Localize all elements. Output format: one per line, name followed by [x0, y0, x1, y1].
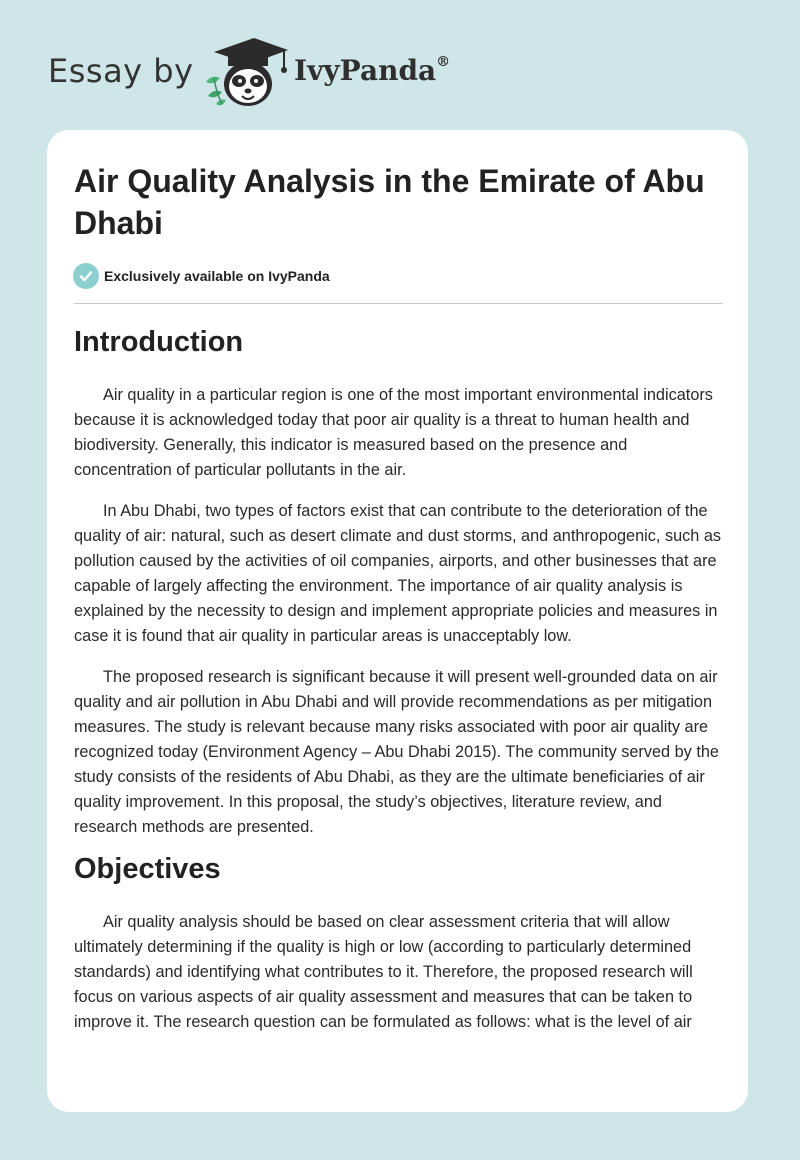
site-header: [48, 34, 508, 114]
page-title: Air Quality Analysis in the Emirate of Abu Dhabi: [74, 163, 705, 241]
paragraph: In Abu Dhabi, two types of factors exist that can contribute to the deterioration of the quality of air: natural, such as desert climate and dust storms, and anthropogenic, such as pollution caused by the activities of oil companies, airports, and other businesses that are capable of largely affecting the environment. The importance of air quality analysis is explained by the necessity to design and implement appropriate policies and measures in case it is found that air quality in particular areas is unacceptably low.: [74, 502, 722, 645]
badge-label: Exclusively available on IvyPanda: [104, 268, 330, 284]
panda-graduate-logo-icon[interactable]: [202, 34, 292, 110]
essay-card: [47, 130, 748, 1112]
essay-body: [74, 322, 724, 1035]
exclusive-badge: [73, 262, 330, 290]
section-heading-introduction: Introduction: [74, 326, 244, 358]
check-circle-icon: [73, 263, 99, 289]
paragraph: The proposed research is significant because it will present well-grounded data on air quality and air pollution in Abu Dhabi and will provide recommendations as per mitigation measures. The study is relevant because many risks associated with poor air quality are recognized today (Environment Agency – Abu Dhabi 2015). The community served by the study consists of the residents of Abu Dhabi, as they are the ultimate beneficiaries of air quality improvement. In this proposal, the study’s objectives, literature review, and research methods are presented.: [74, 668, 719, 836]
section-heading-objectives: Objectives: [74, 853, 221, 885]
paragraph: Air quality analysis should be based on clear assessment criteria that will allow ultimately determining if the quality is high or low (according to particularly determined standards) and identifying what contributes to it. Therefore, the proposed research will focus on various aspects of air quality assessment and measures that can be taken to improve it. The research question can be formulated as follows: what is the level of air: [74, 913, 693, 1031]
essay-by-label: Essay by: [48, 52, 194, 90]
divider: [74, 303, 723, 304]
registered-mark: ®: [436, 53, 451, 70]
brand-name[interactable]: IvyPanda®: [294, 53, 451, 87]
paragraph: Air quality in a particular region is one of the most important environmental indicators because it is acknowledged today that poor air quality is a threat to human health and biodiversity. Generally, this indicator is measured based on the presence and concentration of particular pollutants in the air.: [74, 386, 713, 479]
